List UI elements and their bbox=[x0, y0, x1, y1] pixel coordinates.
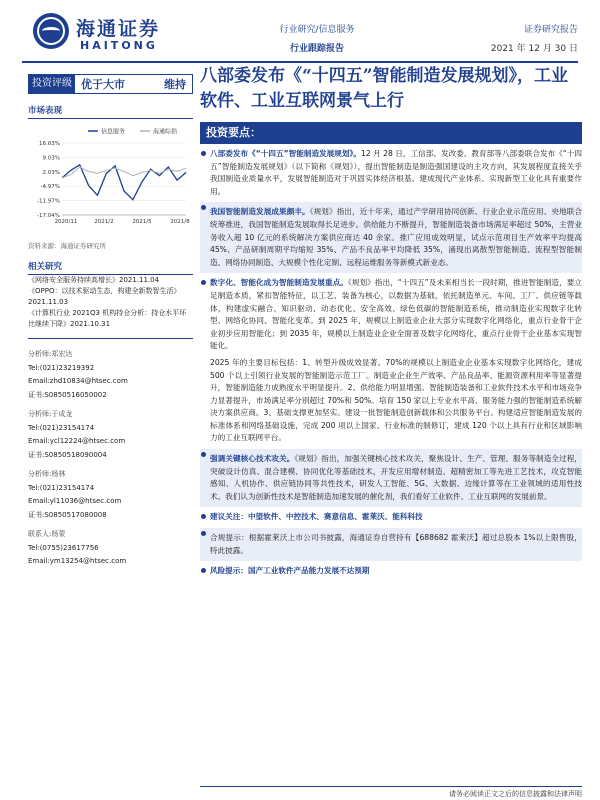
bullet-icon bbox=[201, 452, 206, 457]
logo-chinese-name: 海通证券 bbox=[76, 18, 161, 40]
report-meta bbox=[491, 22, 578, 54]
paragraph-lead: 风险提示： bbox=[210, 566, 248, 576]
key-point-paragraph bbox=[200, 357, 582, 445]
related-research bbox=[28, 260, 193, 330]
report-category: 行业研究/信息服务 bbox=[279, 25, 355, 35]
risk-text: 国产工业软件产品能力发展不达预期 bbox=[247, 566, 370, 576]
sidebar bbox=[28, 74, 193, 569]
report-date: 2021 年 12 月 30 日 bbox=[490, 44, 578, 54]
main-content bbox=[200, 64, 582, 578]
bullet-icon bbox=[201, 514, 206, 519]
header-divider bbox=[22, 61, 578, 63]
analyst-cert: 证书:S0850517080008 bbox=[28, 510, 107, 519]
x-tick-label: 2021/2 bbox=[94, 219, 114, 225]
related-title: 相关研究 bbox=[28, 262, 63, 272]
paragraph-body: 2025 年的主要目标包括：1、转型升级成效显著。70%的规模以上制造业企业基本实现数字化网络化，建成 500 个以上引领行业发展的智能制造示范工厂。制造业企业生产效率、产品良品率、能源资源利用率等显著提升，智能制造能力成熟度水平明显提升。2、供给能力明显增强。智能制造装备和工业软件技术水平和市场竞争力显著提升，市场满足率分别超过 70%和 50%。培育 150 家以上专业水平高、服务能力强的智能制造系统解决方案供应商。3、基础支撑更加坚实。建设一批智能制造创新载体和公共服务平台。构建适应智能制造发展的标准体系和网络基础设施，完成 200 项以上国家、行业标准的制修订，建成 120 个以上具有行业和区域影响力的工业互联网平台。 bbox=[210, 357, 582, 443]
analyst-email[interactable]: Email:yl11036@htsec.com bbox=[28, 497, 122, 505]
key-points-heading: 投资要点： bbox=[200, 122, 582, 144]
analyst-tel: Tel:(021)23219392 bbox=[28, 363, 95, 372]
contact-card bbox=[28, 528, 193, 569]
paragraph-body: 《规划》指出，加强关键核心技术攻关，聚焦设计、生产、管理、服务等制造全过程，突破设计仿真、混合建模、协同优化等基础技术，开发应用增材制造、超精密加工等先进工艺技术，攻克智能感知、人机协作、供应链协同等共性技术，研发人工智能、5G、大数据、边缘计算等在工业领域的适用性技术。我们认为创新性技术是智能制造加速发展的催化剂，我们看好工业软件、工业互联网的发展前景。 bbox=[210, 454, 583, 501]
paragraph-lead: 数字化、智能化成为智能制造发展重点。 bbox=[210, 278, 348, 288]
y-tick-label: -11.97% bbox=[37, 198, 60, 205]
paragraph-body: 《规划》指出，近十年来，通过产学研用协同创新、行业企业示范应用、央地联合统筹推进，我国智能制造发展取得长足进步。供给能力不断提升，智能制造装备市场满足率超过 50%，主营业务收入超 10 亿元的系统解决方案供应商达 40 余家。推广应用成效明显，试点示范项目生产效率平均提高 45%、产品研制周期平均缩短 35%、产品不良品率平均降低 35%，涌现出离散型智能制造、流程型智能制造、网络协同制造、大规模个性化定制、远程运维服务等新模式新业态。 bbox=[210, 207, 583, 267]
analyst-email[interactable]: Email:zhd10834@htsec.com bbox=[28, 377, 128, 385]
report-title: 八部委发布《“十四五”智能制造发展规划》，工业软件、工业互联网景气上行 bbox=[200, 66, 569, 111]
contact-email[interactable]: Email:ym13254@htsec.com bbox=[28, 557, 127, 565]
paragraph-lead: 强调关键核心技术攻关。 bbox=[210, 454, 295, 464]
x-tick-label: 2020/11 bbox=[54, 219, 78, 225]
footer-disclaimer: 请务必阅读正文之后的信息披露和法律声明 bbox=[449, 790, 582, 798]
paragraph-body: 《规划》指出，“十四五”及未来相当长一段时期，推进智能制造，要立足制造本质，紧扣智能特征，以工艺、装备为核心，以数据为基础，依托制造单元、车间、工厂、供应链等载体，构建虚实融合、知识驱动、动态优化、安全高效、绿色低碳的智能制造系统，推动制造业实现数字化转型、网络化协同、智能化变革。到 2025 年，规模以上制造业企业大部分实现数字化网络化，重点行业骨干企业初步应用智能化；到 2035 年，规模以上制造业企业全面普及数字化网络化，重点行业骨干企业基本实现智能化。 bbox=[210, 278, 582, 351]
analyst-card bbox=[28, 468, 193, 522]
chart-source: 资料来源：海通证券研究所 bbox=[28, 242, 106, 250]
market-title-rule bbox=[28, 118, 193, 119]
y-tick-label: -4.97% bbox=[40, 184, 60, 191]
analyst-name: 分析师:郑宏达 bbox=[28, 350, 73, 358]
key-point-paragraph bbox=[200, 277, 582, 353]
rating-trend: 维持 bbox=[164, 78, 186, 91]
contact-name: 联系人:杨蒙 bbox=[28, 530, 66, 538]
analyst-name: 分析师:杨林 bbox=[28, 470, 66, 478]
key-point-paragraph bbox=[200, 202, 582, 273]
paragraph-body: 12 月 28 日，工信部、发改委、教育部等八部委联合发布《“十四五”智能制造发展规划》（以下简称《规划》），提出智能制造是制造强国建设的主攻方向，其发展程度直接关乎我国制造业质量水平，发展智能制造对于巩固实体经济根基、建成现代产业体系、实现新型工业化具有重要作用。 bbox=[210, 149, 583, 196]
bullet-icon bbox=[201, 205, 206, 210]
related-item[interactable]: 《计算机行业 2021Q3 机构持仓分析：持仓水平环比继续下降》2021.10.31 bbox=[28, 309, 187, 328]
y-tick-label: 2.03% bbox=[42, 169, 60, 176]
legend-label: 信息服务 bbox=[101, 128, 126, 136]
analyst-card bbox=[28, 408, 193, 462]
contact-tel: Tel:(0755)23617756 bbox=[28, 543, 99, 552]
report-category-block bbox=[262, 22, 372, 54]
report-header bbox=[0, 0, 600, 62]
bullet-icon bbox=[201, 151, 206, 156]
legend-label: 海通综指 bbox=[153, 128, 178, 136]
rating-value: 优于大市 bbox=[81, 78, 125, 91]
x-tick-label: 2021/5 bbox=[132, 219, 152, 225]
bullet-icon bbox=[201, 568, 206, 573]
footer-divider bbox=[200, 786, 582, 787]
analyst-tel: Tel:(021)23154174 bbox=[28, 423, 95, 432]
market-performance-title: 市场表现 bbox=[28, 106, 63, 116]
analyst-list bbox=[28, 338, 193, 569]
bullet-icon bbox=[201, 280, 206, 285]
haitong-logo-icon bbox=[33, 13, 69, 49]
y-tick-label: 16.03% bbox=[39, 141, 60, 147]
analyst-cert: 证书:S0850516050002 bbox=[28, 390, 107, 399]
paragraph-lead: 八部委发布《“十四五”智能制造发展规划》。 bbox=[210, 149, 361, 158]
y-tick-label: 9.03% bbox=[42, 155, 60, 162]
paragraph-body: 合规提示：根据霍莱沃上市公司书披露，海通证券自营持有【688682 霍莱沃】超过总股本 1%以上限售股，特此披露。 bbox=[210, 533, 582, 555]
analyst-tel: Tel:(021)23154174 bbox=[28, 483, 95, 492]
analyst-card bbox=[28, 348, 193, 402]
compliance-paragraph bbox=[200, 528, 582, 561]
recommended-stocks: 中望软件、中控技术、赛意信息、霍莱沃、能科科技 bbox=[247, 512, 423, 522]
related-item[interactable]: 《网络安全服务持续高增长》2021.11.04 bbox=[28, 276, 160, 284]
analyst-name: 分析师:于成龙 bbox=[28, 410, 73, 418]
key-point-paragraph bbox=[200, 148, 582, 198]
analyst-cert: 证书:S0850518090004 bbox=[28, 450, 107, 459]
market-performance-chart bbox=[28, 123, 193, 235]
paragraph-lead: 我国智能制造发展成果颇丰。 bbox=[210, 207, 310, 217]
related-item[interactable]: 《OPPO：以技术驱动生态，构建全新数智生活》2021.11.03 bbox=[28, 287, 181, 306]
logo-english-name: HAITONG bbox=[80, 39, 158, 52]
recommendation-paragraph bbox=[200, 511, 582, 524]
rating-label: 投资评级 bbox=[29, 75, 75, 93]
bullet-icon bbox=[201, 531, 206, 536]
x-tick-label: 2021/8 bbox=[170, 219, 190, 225]
report-right-title: 证券研究报告 bbox=[523, 25, 578, 35]
market-chart-svg bbox=[28, 123, 193, 235]
analyst-email[interactable]: Email:ycl12224@htsec.com bbox=[28, 437, 126, 445]
investment-rating bbox=[28, 74, 193, 94]
y-tick-label: -17.04% bbox=[37, 213, 60, 219]
risk-paragraph bbox=[200, 565, 582, 578]
report-type: 行业跟踪报告 bbox=[289, 44, 344, 54]
paragraph-lead: 建议关注： bbox=[210, 512, 248, 522]
key-point-paragraph bbox=[200, 449, 582, 507]
